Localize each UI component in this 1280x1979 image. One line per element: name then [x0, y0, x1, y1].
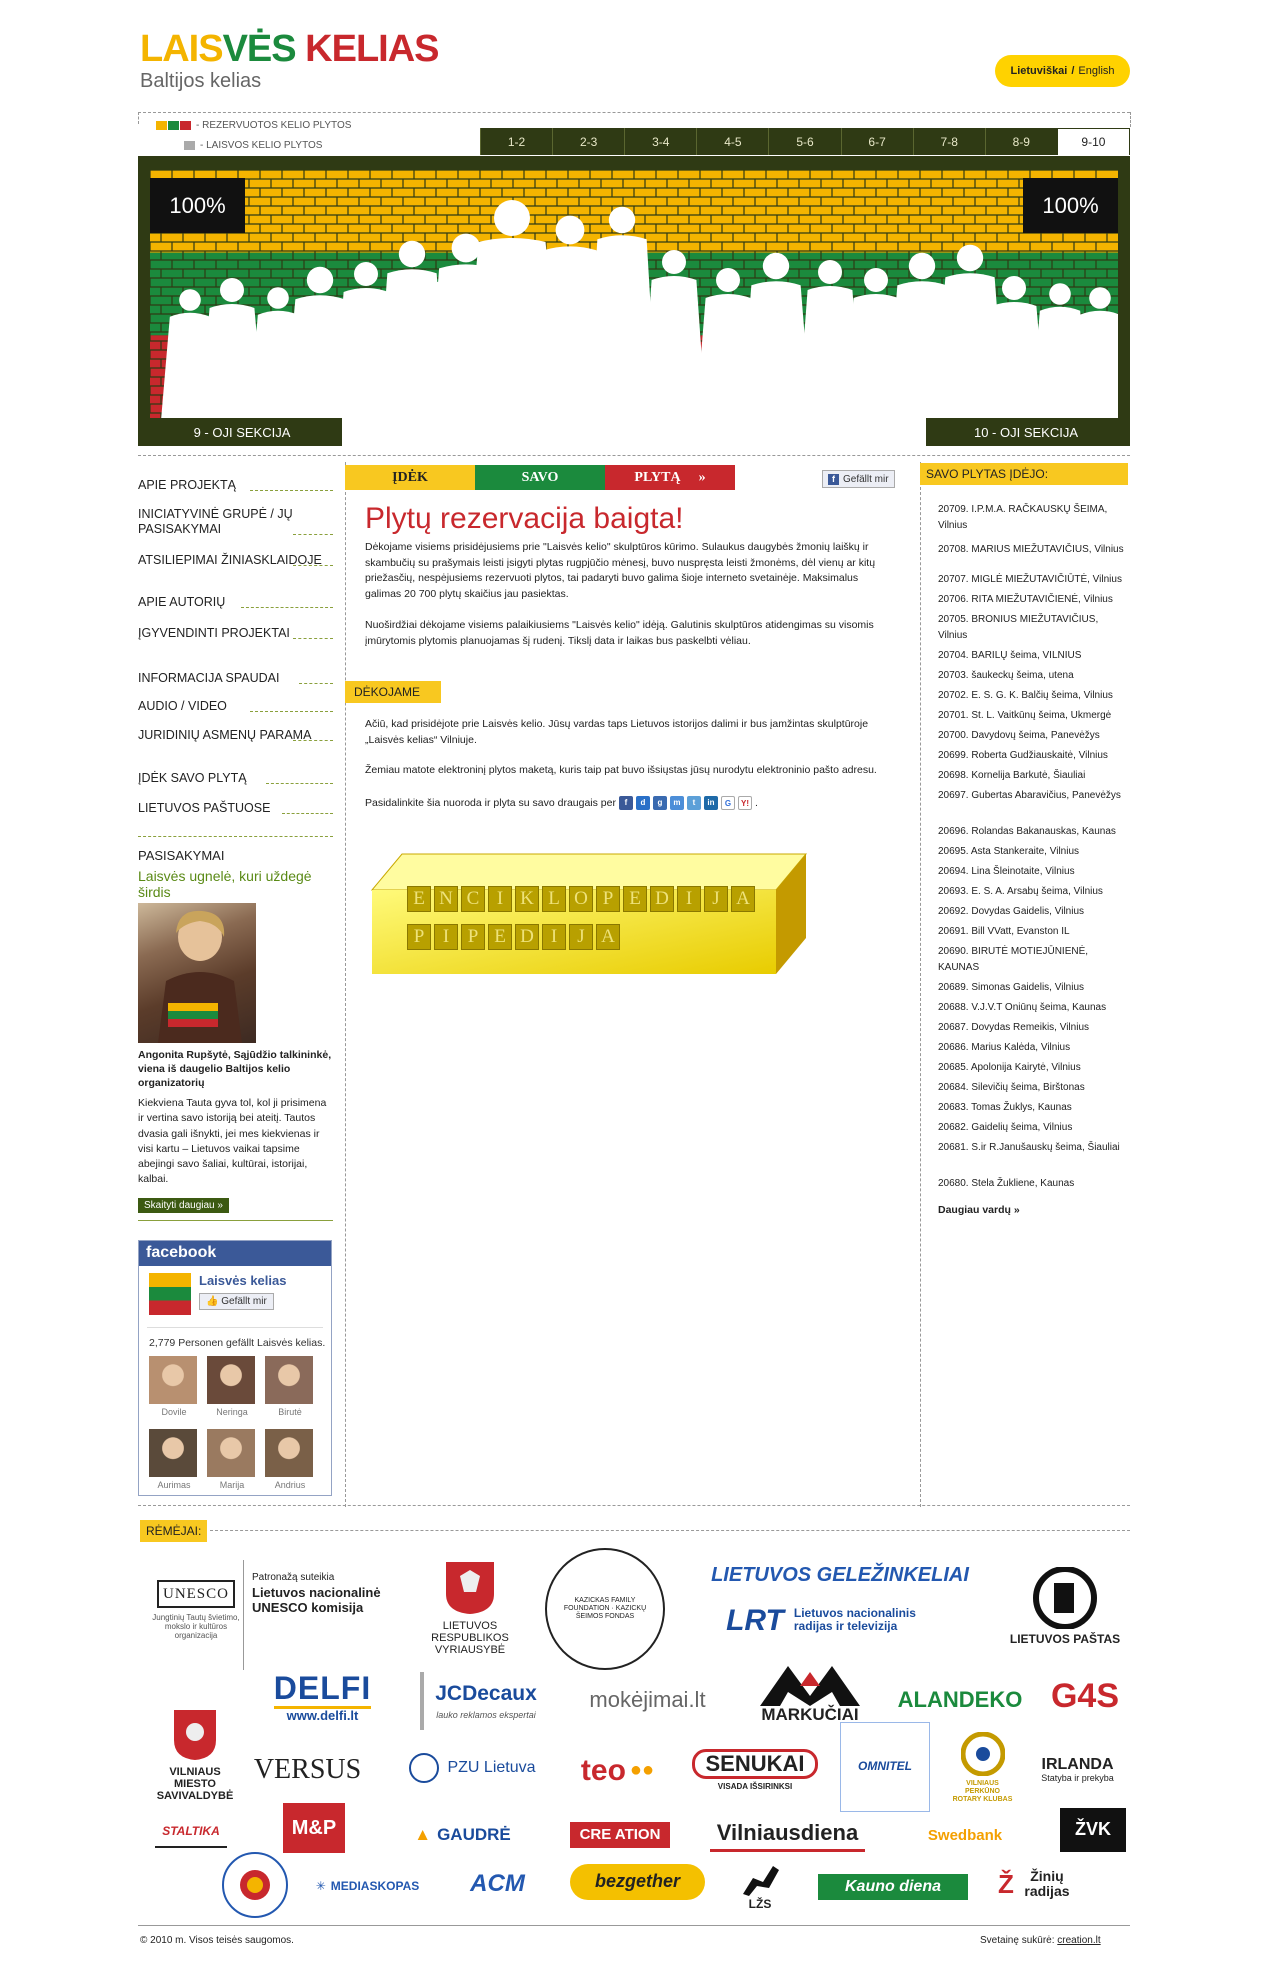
versus-text: VERSUS: [253, 1753, 362, 1785]
donor-item: 20691. Bill VVatt, Evanston IL: [938, 926, 1070, 937]
lrt-sub-text: Lietuvos nacionalinis radijas ir televizija: [793, 1605, 916, 1633]
intro-paragraph: Dėkojame visiems prisidėjusiems prie "Laisvės kelio" skulptūros kūrimo. Sulaukus daugybės žmonių laiškų ir skambučių su prašymais leisti įsigyti plytas rugpjūčio mėnesį, buvo nuspręsta leisti žmonėms, dėl vienų ar kitų priežasčių, nespėjusiems rezervuoti plytos, tai padaryti buvo galima šioje interneto svetainėje. Maksimalus galimas 20 700 plytų skaičius jau pasiektas.: [365, 541, 876, 600]
section-tab-6-7[interactable]: 6-7: [841, 128, 913, 155]
jcdecaux-sub: lauko reklamos ekspertai: [436, 1709, 536, 1720]
content-bottom-divider: [138, 1505, 1130, 1506]
omnitel-logo[interactable]: [840, 1722, 930, 1812]
g4s-logo[interactable]: [1045, 1672, 1125, 1722]
brick-letter: J: [569, 924, 593, 950]
section-tab-4-5[interactable]: 4-5: [696, 128, 768, 155]
irlanda-logo[interactable]: [1025, 1748, 1130, 1792]
share-google-icon[interactable]: G: [721, 796, 735, 810]
legend-reserved: [156, 120, 351, 131]
ziniuradijas-text: Žinių radijas: [1024, 1867, 1070, 1899]
facebook-brand: facebook: [139, 1241, 331, 1266]
logo-text-part1: LAIS: [140, 28, 223, 70]
nav-item-dash: [293, 565, 333, 566]
footer-copyright: © 2010 m. Visos teisės saugomos.: [140, 1935, 294, 1946]
section-tabs: [480, 128, 1130, 155]
section-tab-1-2[interactable]: 1-2: [480, 128, 552, 155]
pzu-text: PZU Lietuva: [447, 1759, 536, 1777]
donor-item: 20709. I.P.M.A. RAČKAUSKŲ ŠEIMA, Vilnius: [938, 504, 1108, 531]
tab-plyta-label: PLYTĄ: [634, 469, 681, 485]
section-tab-8-9[interactable]: 8-9: [985, 128, 1057, 155]
left-percent-badge: 100%: [150, 178, 245, 233]
add-brick-tabs: [345, 465, 735, 490]
fan-name: Andrius: [274, 1480, 306, 1490]
sponsors-label: RĖMĖJAI:: [140, 1520, 207, 1542]
fan-avatar: [149, 1429, 197, 1477]
nav-item-label: APIE AUTORIŲ: [138, 595, 226, 609]
donor-item: 20702. E. S. G. K. Balčių šeima, Vilnius: [938, 690, 1113, 701]
facebook-icon: f: [828, 474, 839, 485]
fan-name: Neringa: [216, 1407, 248, 1417]
legend-free-label: - LAISVOS KELIO PLYTOS: [200, 140, 323, 151]
facebook-fan[interactable]: [149, 1356, 199, 1417]
donor-item: 20688. V.J.V.T Oniūnų šeima, Kaunas: [938, 1002, 1107, 1013]
fan-name: Birutė: [278, 1407, 302, 1417]
nav-item-5[interactable]: [138, 626, 333, 641]
header-left-edge: [138, 112, 139, 124]
mediaskopas-text: MEDIASKOPAS: [330, 1879, 420, 1894]
logo-text-part2: VĖS: [222, 28, 296, 70]
mp-logo[interactable]: [283, 1803, 345, 1853]
fan-avatar: [207, 1356, 255, 1404]
nav-item-3[interactable]: [138, 553, 333, 568]
vilniausdiena-text: Vilniausdiena: [716, 1820, 859, 1846]
gaudre-logo[interactable]: [400, 1820, 525, 1850]
brick-letter: O: [569, 886, 593, 912]
more-names-link[interactable]: Daugiau vardų »: [938, 1204, 1020, 1216]
markuciai-logo[interactable]: [745, 1660, 875, 1730]
nav-item-9[interactable]: [138, 771, 333, 786]
nav-item-label: AUDIO / VIDEO: [138, 699, 227, 713]
tab-plyta[interactable]: [605, 465, 735, 490]
lzs-text: LŽS: [748, 1897, 772, 1912]
brick-line-2: [407, 924, 620, 950]
donor-item: 20695. Asta Stankeraite, Vilnius: [938, 846, 1080, 857]
pzu-shield-icon: [409, 1753, 439, 1783]
facebook-fan-count: 2,779 Personen gefällt Laisvės kelias.: [149, 1337, 326, 1349]
nav-item-7[interactable]: [138, 699, 333, 714]
coat-of-arms-icon: [444, 1560, 496, 1616]
swedbank-logo[interactable]: [910, 1822, 1020, 1850]
senukai-text: SENUKAI: [692, 1749, 817, 1779]
mp-text: M&P: [291, 1817, 337, 1839]
kazickas-text: KAZICKAS FAMILY FOUNDATION · KAZICKŲ ŠEIMOS FONDAS: [563, 1597, 647, 1620]
irlanda-text: IRLANDA: [1041, 1756, 1114, 1774]
nav-item-2[interactable]: [138, 507, 333, 537]
nav-item-dash: [293, 534, 333, 535]
brick-letter: D: [650, 886, 674, 912]
facebook-widget: [138, 1240, 332, 1496]
unesco-logo-text: UNESCO: [157, 1580, 235, 1609]
government-name: LIETUVOS RESPUBLIKOS VYRIAUSYBĖ: [431, 1619, 509, 1657]
right-column-divider: [920, 462, 921, 1507]
brick-letter: L: [542, 886, 566, 912]
acm-logo[interactable]: [450, 1866, 545, 1902]
donor-item: 20696. Rolandas Bakanauskas, Kaunas: [938, 826, 1116, 837]
markuciai-mark-icon: [760, 1666, 860, 1706]
teo-logo[interactable]: [565, 1740, 670, 1800]
brick-letter: K: [515, 886, 539, 912]
donor-item: 20693. E. S. A. Arsabų šeima, Vilnius: [938, 886, 1103, 897]
donor-item: 20687. Dovydas Remeikis, Vilnius: [938, 1022, 1090, 1033]
rotary-logo[interactable]: [950, 1722, 1015, 1814]
donor-item: 20689. Simonas Gaidelis, Vilnius: [938, 982, 1085, 993]
header-right-edge: [1130, 112, 1131, 127]
facebook-fan[interactable]: [207, 1429, 257, 1490]
donor-item: 20694. Lina Šleinotaite, Vilnius: [938, 866, 1075, 877]
nav-item-label: ĮGYVENDINTI PROJEKTAI: [138, 626, 290, 640]
donor-item: 20681. S.ir R.Janušauskų šeima, Šiauliai: [938, 1142, 1120, 1153]
share-myspace-icon[interactable]: m: [670, 796, 684, 810]
nav-item-label: INICIATYVINĖ GRUPĖ / JŲ PASISAKYMAI: [138, 507, 293, 536]
nav-item-label: JURIDINIŲ ASMENŲ PARAMA: [138, 728, 312, 742]
teo-text: teo: [580, 1753, 626, 1787]
quote-headline[interactable]: Laisvės ugnelė, kuri uždegė širdis: [138, 868, 312, 900]
sponsors-top-line: [210, 1530, 1130, 1531]
nav-item-dash: [241, 607, 333, 608]
left-section-label[interactable]: 9 - OJI SEKCIJA: [193, 424, 291, 440]
creation-link[interactable]: creation.lt: [1057, 1935, 1101, 1946]
nav-item-dash: [299, 683, 333, 684]
quote-section-title: PASISAKYMAI: [138, 848, 225, 863]
creation-text: CRE ATION: [579, 1825, 661, 1843]
mokejimai-logo[interactable]: [565, 1680, 730, 1720]
delfi-logo[interactable]: [250, 1670, 395, 1725]
rotary-text: VILNIAUS PERKŪNO ROTARY KLUBAS: [952, 1780, 1013, 1803]
railways-logo[interactable]: [705, 1560, 975, 1590]
brick-letter: I: [488, 886, 512, 912]
fan-avatar: [207, 1429, 255, 1477]
unesco-org-name: Lietuvos nacionalinė UNESCO komisija: [252, 1585, 381, 1615]
brick-wall-graphic: [150, 170, 1118, 418]
nav-item-6[interactable]: [138, 671, 333, 686]
alandeko-logo[interactable]: [895, 1680, 1025, 1720]
brick-letter: C: [461, 886, 485, 912]
quote-text: Kiekviena Tauta gyva tol, kol ji prisimena ir vertina savo istoriją bei ateitį. Tautos dvasia gali išnykti, jei mes kiekvienas ir visi kartu – Lietuvos vaikai tapsime abejingi savo šaliai, kultūrai, istorijai, kalbai.: [138, 1097, 327, 1186]
nav-item-dash: [250, 490, 333, 491]
brick-letter: J: [704, 886, 728, 912]
nav-item-8[interactable]: [138, 728, 333, 743]
nav-item-10[interactable]: [138, 801, 333, 816]
creation-logo[interactable]: [570, 1822, 670, 1848]
facebook-like-mini-label: Gefällt mir: [843, 473, 889, 485]
footer-credit: [980, 1935, 1101, 1946]
nav-item-4[interactable]: [138, 595, 333, 610]
brick-graphic: [370, 850, 810, 975]
footer-divider: [138, 1925, 1130, 1926]
logo-text-part3: KELIAS: [295, 28, 439, 70]
acm-text: ACM: [470, 1869, 525, 1897]
nav-item-label: LIETUVOS PAŠTUOSE: [138, 801, 271, 815]
gaudre-flame-icon: ▲: [414, 1824, 432, 1844]
donor-item: 20697. Gubertas Abaravičius, Panevėžys: [938, 790, 1121, 801]
donor-item: 20707. MIGLĖ MIEŽUTAVIČIŪTĖ, Vilnius: [938, 574, 1122, 585]
share-twitter-icon[interactable]: t: [687, 796, 701, 810]
section-tab-2-3[interactable]: 2-3: [552, 128, 624, 155]
donor-item: 20690. BIRUTĖ MOTIEJŪNIENĖ, KAUNAS: [938, 946, 1089, 973]
facebook-page-thumbnail[interactable]: [149, 1273, 191, 1315]
brick-letter: A: [731, 886, 755, 912]
quote-author: Angonita Rupšytė, Sąjūdžio talkininkė, viena iš daugelio Baltijos kelio organizatorių: [138, 1049, 332, 1089]
fan-avatar: [265, 1429, 313, 1477]
zvk-text: ŽVK: [1075, 1819, 1111, 1840]
fan-avatar: [265, 1356, 313, 1404]
donor-item: 20708. MARIUS MIEŽUTAVIČIUS, Vilnius: [938, 544, 1124, 555]
ziniuradijas-z-icon: Ž: [998, 1868, 1014, 1899]
facebook-page-name[interactable]: Laisvės kelias: [199, 1273, 287, 1288]
donor-item: 20682. Gaidelių šeima, Vilnius: [938, 1122, 1073, 1133]
lrt-text: LRT: [726, 1603, 784, 1637]
brick-wall-banner: [138, 156, 1130, 446]
facebook-like-button[interactable]: [199, 1293, 274, 1310]
donor-item: 20698. Kornelija Barkutė, Šiauliai: [938, 770, 1086, 781]
banner-divider: [138, 455, 1130, 456]
fan-name: Aurimas: [157, 1480, 191, 1490]
government-logo[interactable]: [415, 1552, 525, 1664]
facebook-like-label: Gefällt mir: [221, 1296, 267, 1307]
brick-letter: E: [488, 924, 512, 950]
brick-line-1: [407, 886, 755, 912]
site-logo[interactable]: [140, 30, 439, 68]
lang-en-link[interactable]: English: [1078, 65, 1115, 77]
share-facebook-icon[interactable]: f: [619, 796, 633, 810]
fan-avatar: [149, 1356, 197, 1404]
language-switcher: [995, 55, 1130, 87]
brick-letter: I: [542, 924, 566, 950]
site-subtitle: Baltijos kelias: [140, 70, 262, 92]
lang-lt-link[interactable]: Lietuviškai: [1010, 65, 1068, 77]
nav-item-dash: [293, 638, 333, 639]
brick-letter: A: [596, 924, 620, 950]
staltika-text: STALTIKA: [162, 1824, 220, 1839]
footer-credit-label: Svetainę sukūrė:: [980, 1935, 1055, 1946]
section-tab-5-6[interactable]: 5-6: [768, 128, 840, 155]
banner-bottom-gap: [342, 418, 926, 446]
nav-bottom-divider: [138, 836, 333, 837]
lrt-logo[interactable]: [705, 1600, 975, 1640]
thanks-text-2: Žemiau matote elektroninį plytos maketą, kuris taip pat buvo išsiųstas jūsų nurodytu elektroninio pašto adresu.: [365, 764, 877, 776]
railways-text: LIETUVOS GELEŽINKELIAI: [711, 1564, 969, 1586]
fan-name: Dovile: [161, 1407, 187, 1417]
law-university-logo[interactable]: [222, 1852, 288, 1918]
right-percent-badge: 100%: [1023, 178, 1118, 233]
vilnius-name: VILNIAUS MIESTO SAVIVALDYBĖ: [156, 1765, 234, 1803]
donor-item: 20704. BARILŲ šeima, VILNIUS: [938, 650, 1082, 661]
thanks-label: DĖKOJAME: [345, 681, 441, 703]
left-column-divider: [345, 462, 346, 1507]
donor-item: 20692. Dovydas Gaidelis, Vilnius: [938, 906, 1085, 917]
vilnius-logo[interactable]: [150, 1695, 240, 1815]
donor-item: 20700. Davydovų šeima, Panevėžys: [938, 730, 1100, 741]
post-logo[interactable]: [1005, 1552, 1125, 1662]
kaunodiena-logo[interactable]: [818, 1874, 968, 1900]
delfi-url: www.delfi.lt: [286, 1708, 359, 1724]
donor-item: 20703. šaukeckų šeima, utena: [938, 670, 1074, 681]
kaunodiena-text: Kauno diena: [844, 1878, 941, 1896]
nav-item-dash: [266, 783, 333, 784]
donors-heading: SAVO PLYTAS ĮDĖJO:: [920, 463, 1128, 485]
double-chevron-right-icon: »: [698, 469, 706, 485]
facebook-fan[interactable]: [207, 1356, 257, 1417]
ziniuradijas-logo[interactable]: [998, 1862, 1078, 1906]
brick-model: [370, 850, 810, 980]
share-end: .: [754, 797, 758, 809]
swedbank-text: Swedbank: [927, 1826, 1003, 1844]
tab-idek[interactable]: ĮDĖK: [345, 465, 475, 490]
brick-letter: I: [677, 886, 701, 912]
vilnius-coat-icon: [172, 1708, 218, 1762]
nav-item-label: INFORMACIJA SPAUDAI: [138, 671, 280, 685]
brick-letter: D: [515, 924, 539, 950]
fan-name: Marija: [219, 1480, 245, 1490]
unesco-divider: [243, 1560, 244, 1670]
unesco-logo[interactable]: [150, 1560, 242, 1660]
post-name: LIETUVOS PAŠTAS: [1009, 1632, 1121, 1647]
unesco-patron-text: Patronažą suteikia: [252, 1572, 335, 1583]
jcdecaux-text: JCDecaux: [435, 1681, 537, 1705]
right-section-label[interactable]: 10 - OJI SEKCIJA: [973, 424, 1079, 440]
irlanda-sub: Statyba ir prekyba: [1041, 1772, 1114, 1783]
header-divider: [138, 112, 1130, 113]
rotary-wheel-icon: [961, 1732, 1005, 1776]
brick-letter: P: [461, 924, 485, 950]
donor-item: 20685. Apolonija Kairytė, Vilnius: [938, 1062, 1081, 1073]
brick-letter: I: [434, 924, 458, 950]
facebook-like-mini-button[interactable]: [822, 470, 895, 488]
donor-item: 20683. Tomas Žuklys, Kaunas: [938, 1102, 1072, 1113]
brick-letter: E: [623, 886, 647, 912]
facebook-fan[interactable]: [149, 1429, 199, 1490]
versus-logo[interactable]: [245, 1750, 370, 1790]
unesco-text: [252, 1570, 412, 1615]
markuciai-text: MARKUČIAI: [761, 1704, 859, 1724]
donor-item: 20680. Stela Žukliene, Kaunas: [938, 1178, 1075, 1189]
donor-item: 20706. RITA MIEŽUTAVIČIENĖ, Vilnius: [938, 594, 1113, 605]
tab-savo[interactable]: SAVO: [475, 465, 605, 490]
thanks-text-1: Ačiū, kad prisidėjote prie Laisvės kelio. Jūsų vardas taps Lietuvos istorijos dalimi ir bus įamžintas skulptūroje „Laisvės kelias“ Vilniuje.: [365, 718, 869, 746]
nav-item-dash: [293, 740, 333, 741]
nav-item-label: APIE PROJEKTĄ: [138, 478, 236, 492]
brick-letter: P: [596, 886, 620, 912]
lzs-logo[interactable]: [730, 1852, 790, 1918]
senukai-logo[interactable]: [690, 1740, 820, 1800]
staltika-logo[interactable]: [155, 1818, 227, 1848]
jcdecaux-logo[interactable]: [420, 1672, 548, 1730]
brick-letter: P: [407, 924, 431, 950]
pzu-logo[interactable]: [395, 1748, 550, 1788]
mediaskopas-logo[interactable]: [305, 1872, 430, 1902]
share-digg-icon[interactable]: g: [653, 796, 667, 810]
read-more-button[interactable]: Skaityti daugiau »: [138, 1198, 229, 1213]
legend-free: [184, 140, 322, 151]
page-heading: Plytų rezervacija baigta!: [365, 502, 684, 535]
seal-icon: [238, 1868, 272, 1902]
thanks-paragraph: Nuoširdžiai dėkojame visiems palaikiusiems "Laisvės kelio" idėją. Galutinis skulptūros atidengimas su visomis įmūrytomis plytomis planuojamas šį rudenį. Tikslį data ir laikas bus paskelbti vėliau.: [365, 619, 874, 647]
facebook-fan[interactable]: [265, 1429, 315, 1490]
rider-icon: [739, 1858, 781, 1898]
legend-reserved-label: - REZERVUOTOS KELIO PLYTOS: [196, 120, 352, 131]
nav-item-dash: [282, 813, 333, 814]
section-tab-7-8[interactable]: 7-8: [913, 128, 985, 155]
share-delicious-icon[interactable]: d: [636, 796, 650, 810]
quote-divider: [138, 1220, 333, 1221]
donor-item: 20699. Roberta Gudžiauskaitė, Vilnius: [938, 750, 1108, 761]
kazickas-logo[interactable]: [545, 1548, 665, 1670]
section-tab-9-10[interactable]: 9-10: [1057, 128, 1130, 155]
vilniausdiena-logo[interactable]: [710, 1818, 865, 1852]
donor-item: 20684. Silevičių šeima, Birštonas: [938, 1082, 1085, 1093]
delfi-text: DELFI: [274, 1671, 371, 1709]
mediaskopas-dots-icon: ✳: [315, 1879, 326, 1894]
facebook-fan[interactable]: [265, 1356, 315, 1417]
nav-item-dash: [250, 711, 333, 712]
facebook-separator: [147, 1327, 323, 1328]
gaudre-text: GAUDRĖ: [437, 1824, 511, 1844]
senukai-sub: VISADA IŠSIRINKSI: [717, 1781, 793, 1791]
mokejimai-text: mokėjimai.lt: [589, 1686, 706, 1712]
post-horn-icon: [1030, 1567, 1100, 1629]
section-tab-3-4[interactable]: 3-4: [624, 128, 696, 155]
share-yahoo-icon[interactable]: Y!: [738, 796, 752, 810]
alandeko-text: ALANDEKO: [897, 1686, 1023, 1712]
nav-item-label: ATSILIEPIMAI ŽINIASKLAIDOJE: [138, 553, 322, 567]
zvk-logo[interactable]: [1060, 1808, 1126, 1852]
donor-item: 20705. BRONIUS MIEŽUTAVIČIUS, Vilnius: [938, 614, 1099, 641]
share-linkedin-icon[interactable]: in: [704, 796, 718, 810]
unesco-small-text: Jungtinių Tautų švietimo, mokslo ir kultūros organizacija: [152, 1613, 240, 1640]
share-text: Pasidalinkite šia nuoroda ir plyta su savo draugais per: [365, 797, 616, 809]
brick-letter: E: [407, 886, 431, 912]
donor-item: 20686. Marius Kalėda, Vilnius: [938, 1042, 1071, 1053]
bezgether-logo[interactable]: [570, 1864, 705, 1900]
lang-separator: /: [1071, 65, 1075, 77]
thumbs-up-icon: 👍: [206, 1296, 219, 1307]
g4s-text: G4S: [1050, 1677, 1120, 1716]
omnitel-text: OMNITEL: [858, 1759, 912, 1774]
brick-letter: N: [434, 886, 458, 912]
nav-item-label: ĮDĖK SAVO PLYTĄ: [138, 771, 247, 785]
donor-item: 20701. St. L. Vaitkūnų šeima, Ukmergė: [938, 710, 1112, 721]
teo-dots-icon: ●●: [629, 1759, 655, 1781]
share-row: [365, 796, 758, 810]
quote-author-photo: [138, 903, 256, 1043]
bezgether-text: bezgether: [594, 1871, 681, 1892]
nav-item-1[interactable]: [138, 478, 333, 493]
